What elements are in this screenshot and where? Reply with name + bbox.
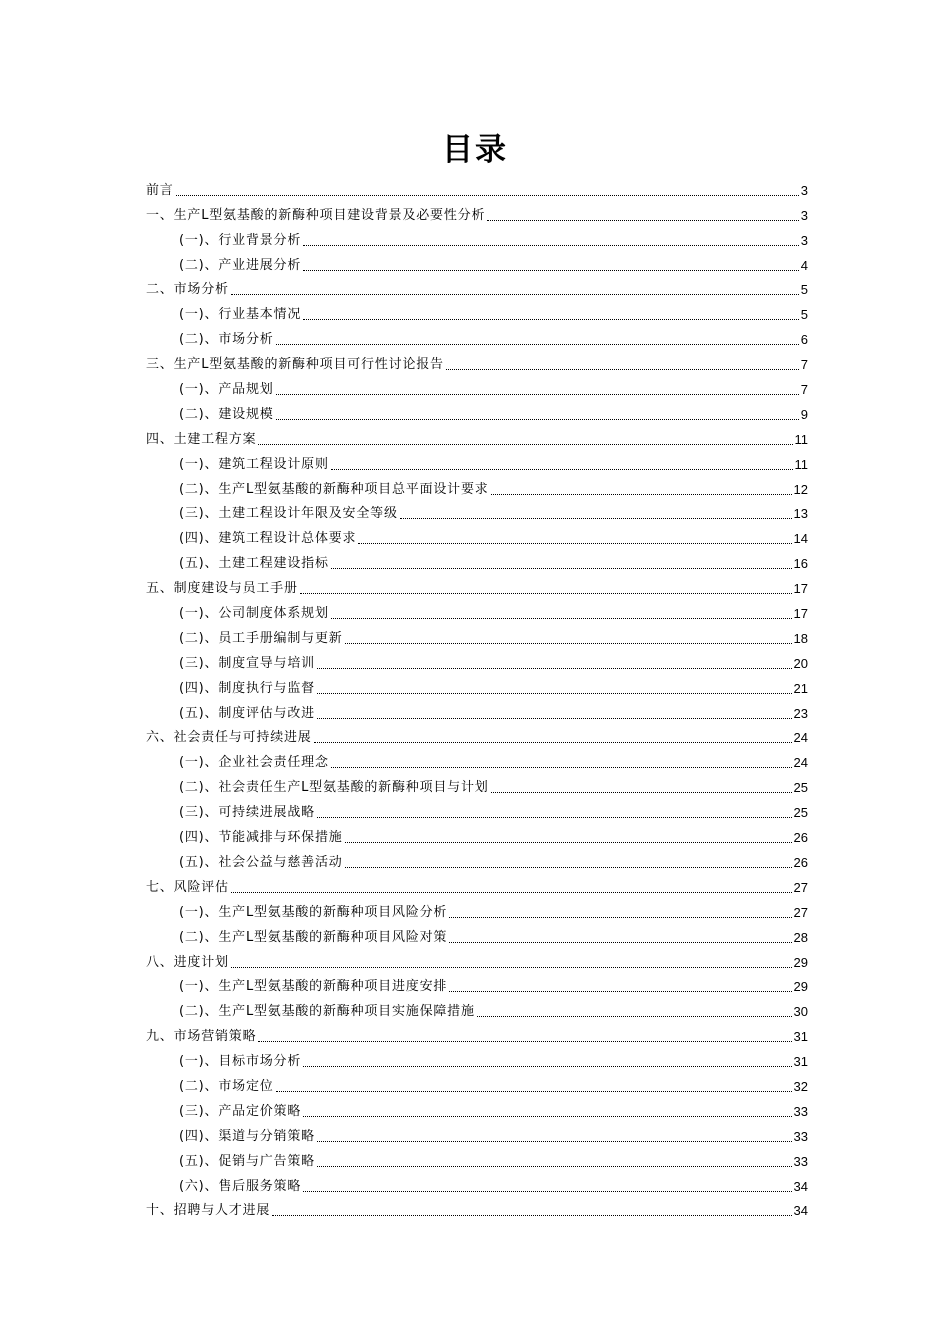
toc-entry-page-number: 27	[793, 879, 808, 895]
dot-leader	[300, 593, 792, 594]
toc-entry[interactable]	[146, 1145, 808, 1170]
toc-entry-title: 六、社会责任与可持续进展	[146, 730, 312, 746]
dot-leader	[303, 245, 799, 246]
toc-entry[interactable]	[146, 946, 808, 971]
toc-entry-page-number: 28	[793, 929, 808, 945]
toc-entry-title: 一、生产L型氨基酸的新酶种项目建设背景及必要性分析	[146, 207, 486, 223]
toc-entry-title: (三)、土建工程设计年限及安全等级	[179, 506, 398, 522]
dot-leader	[317, 693, 792, 694]
toc-entry-title: (二)、员工手册编制与更新	[179, 630, 343, 646]
toc-entry[interactable]	[146, 1045, 808, 1070]
toc-entry[interactable]	[146, 448, 808, 473]
toc-entry-page-number: 11	[794, 431, 808, 447]
dot-leader	[176, 195, 799, 196]
dot-leader	[231, 892, 792, 893]
toc-entry-title: (二)、生产L型氨基酸的新酶种项目实施保障措施	[179, 1004, 475, 1020]
dot-leader	[345, 643, 792, 644]
toc-entry-title: (三)、制度宣导与培训	[179, 655, 315, 671]
dot-leader	[231, 967, 792, 968]
toc-entry-title: (一)、生产L型氨基酸的新酶种项目风险分析	[179, 904, 448, 920]
dot-leader	[258, 1041, 791, 1042]
toc-entry-page-number: 3	[800, 207, 808, 223]
toc-entry[interactable]	[146, 572, 808, 597]
toc-entry[interactable]	[146, 348, 808, 373]
toc-entry[interactable]	[146, 746, 808, 771]
toc-entry-page-number: 24	[793, 755, 808, 771]
toc-entry-page-number: 13	[793, 506, 808, 522]
dot-leader	[317, 668, 792, 669]
toc-entry-page-number: 7	[800, 357, 808, 373]
toc-entry-page-number: 4	[800, 257, 808, 273]
toc-entry[interactable]	[146, 896, 808, 921]
toc-entry-title: 十、招聘与人才进展	[146, 1203, 271, 1219]
toc-entry-page-number: 31	[793, 1029, 808, 1045]
dot-leader	[258, 444, 792, 445]
toc-entry[interactable]	[146, 771, 808, 796]
dot-leader	[276, 1091, 792, 1092]
toc-entry-title: (六)、售后服务策略	[179, 1178, 302, 1194]
toc-entry[interactable]	[146, 846, 808, 871]
toc-entry[interactable]	[146, 796, 808, 821]
dot-leader	[446, 369, 799, 370]
toc-entry-page-number: 26	[793, 854, 808, 870]
toc-entry-page-number: 32	[793, 1078, 808, 1094]
toc-entry-title: (一)、生产L型氨基酸的新酶种项目进度安排	[179, 979, 448, 995]
toc-entry[interactable]	[146, 597, 808, 622]
toc-entry-page-number: 16	[793, 556, 808, 572]
dot-leader	[331, 767, 792, 768]
dot-leader	[449, 991, 791, 992]
page-title: 目录	[442, 132, 508, 168]
toc-entry-title: (四)、制度执行与监督	[179, 680, 315, 696]
dot-leader	[491, 494, 792, 495]
toc-entry-page-number: 26	[793, 830, 808, 846]
toc-entry[interactable]	[146, 298, 808, 323]
toc-entry-page-number: 18	[793, 630, 808, 646]
toc-entry[interactable]	[146, 249, 808, 274]
toc-entry-title: 三、生产L型氨基酸的新酶种项目可行性讨论报告	[146, 357, 444, 373]
toc-entry-title: 七、风险评估	[146, 879, 229, 895]
dot-leader	[303, 1191, 791, 1192]
toc-entry[interactable]	[146, 821, 808, 846]
toc-entry[interactable]	[146, 921, 808, 946]
dot-leader	[317, 817, 792, 818]
toc-entry-title: 八、进度计划	[146, 954, 229, 970]
toc-entry-title: (五)、社会公益与慈善活动	[179, 854, 343, 870]
toc-entry-title: (二)、建设规模	[179, 406, 274, 422]
toc-entry[interactable]	[146, 522, 808, 547]
toc-entry-title: (二)、生产L型氨基酸的新酶种项目风险对策	[179, 929, 448, 945]
toc-entry[interactable]	[146, 323, 808, 348]
toc-entry-title: (一)、公司制度体系规划	[179, 606, 329, 622]
toc-entry-title: (二)、生产L型氨基酸的新酶种项目总平面设计要求	[179, 481, 489, 497]
toc-entry-page-number: 33	[793, 1128, 808, 1144]
toc-entry-title: (五)、制度评估与改进	[179, 705, 315, 721]
dot-leader	[303, 319, 799, 320]
dot-leader	[276, 344, 799, 345]
dot-leader	[345, 842, 792, 843]
toc-entry[interactable]	[146, 224, 808, 249]
dot-leader	[345, 867, 792, 868]
toc-entry[interactable]	[146, 547, 808, 572]
toc-entry[interactable]	[146, 398, 808, 423]
toc-entry-page-number: 17	[793, 581, 808, 597]
toc-entry[interactable]	[146, 174, 808, 199]
toc-entry-page-number: 14	[793, 531, 808, 547]
toc-entry-title: 五、制度建设与员工手册	[146, 581, 298, 597]
toc-entry-page-number: 31	[793, 1054, 808, 1070]
toc-entry-page-number: 33	[793, 1103, 808, 1119]
toc-entry-page-number: 7	[800, 382, 808, 398]
dot-leader	[276, 419, 799, 420]
toc-entry-title: (一)、目标市场分析	[179, 1054, 302, 1070]
toc-entry-title: (二)、市场分析	[179, 332, 274, 348]
dot-leader	[303, 1116, 791, 1117]
toc-entry[interactable]	[146, 473, 808, 498]
toc-entry-title: 二、市场分析	[146, 282, 229, 298]
toc-entry-page-number: 5	[800, 307, 808, 323]
toc-entry[interactable]	[146, 1070, 808, 1095]
toc-entry-page-number: 9	[800, 406, 808, 422]
toc-entry-page-number: 25	[793, 780, 808, 796]
toc-entry-title: (二)、产业进展分析	[179, 257, 302, 273]
dot-leader	[358, 543, 791, 544]
toc-entry-page-number: 29	[793, 954, 808, 970]
toc-entry[interactable]	[146, 423, 808, 448]
toc-entry[interactable]	[146, 1170, 808, 1195]
dot-leader	[314, 742, 792, 743]
toc-entry-title: (二)、社会责任生产L型氨基酸的新酶种项目与计划	[179, 780, 489, 796]
toc-entry-page-number: 33	[793, 1153, 808, 1169]
toc-entry-page-number: 12	[793, 481, 808, 497]
dot-leader	[303, 270, 799, 271]
dot-leader	[272, 1215, 791, 1216]
toc-entry-page-number: 23	[793, 705, 808, 721]
toc-entry-title: (一)、企业社会责任理念	[179, 755, 329, 771]
toc-entry[interactable]	[146, 672, 808, 697]
toc-entry-page-number: 20	[793, 655, 808, 671]
toc-entry[interactable]	[146, 647, 808, 672]
toc-entry-page-number: 27	[793, 904, 808, 920]
dot-leader	[449, 942, 791, 943]
toc-entry[interactable]	[146, 498, 808, 523]
toc-entry-title: (五)、土建工程建设指标	[179, 556, 329, 572]
toc-entry-title: (四)、建筑工程设计总体要求	[179, 531, 357, 547]
dot-leader	[331, 618, 792, 619]
dot-leader	[317, 1141, 792, 1142]
toc-entry-page-number: 21	[793, 680, 808, 696]
toc-entry-title: 九、市场营销策略	[146, 1029, 257, 1045]
toc-entry-title: (二)、市场定位	[179, 1078, 274, 1094]
toc-entry[interactable]	[146, 1195, 808, 1220]
toc-entry-title: (一)、行业背景分析	[179, 232, 302, 248]
toc-entry[interactable]	[146, 971, 808, 996]
toc-entry[interactable]	[146, 1020, 808, 1045]
toc-entry-title: (一)、产品规划	[179, 382, 274, 398]
dot-leader	[276, 394, 799, 395]
table-of-contents	[146, 174, 808, 1219]
toc-entry-title: (四)、渠道与分销策略	[179, 1128, 315, 1144]
toc-entry[interactable]	[146, 697, 808, 722]
toc-entry[interactable]	[146, 274, 808, 299]
toc-entry-title: (一)、行业基本情况	[179, 307, 302, 323]
dot-leader	[317, 718, 792, 719]
toc-entry[interactable]	[146, 871, 808, 896]
toc-entry-title: (四)、节能减排与环保措施	[179, 830, 343, 846]
toc-entry-title: 前言	[146, 182, 174, 198]
dot-leader	[317, 1166, 792, 1167]
toc-entry-title: (三)、可持续进展战略	[179, 805, 315, 821]
toc-entry-page-number: 3	[800, 182, 808, 198]
dot-leader	[231, 294, 799, 295]
dot-leader	[400, 518, 792, 519]
toc-entry-title: (五)、促销与广告策略	[179, 1153, 315, 1169]
toc-entry-page-number: 5	[800, 282, 808, 298]
dot-leader	[491, 792, 792, 793]
toc-entry[interactable]	[146, 622, 808, 647]
toc-entry-page-number: 17	[793, 606, 808, 622]
toc-entry[interactable]	[146, 199, 808, 224]
dot-leader	[331, 469, 793, 470]
dot-leader	[477, 1016, 792, 1017]
toc-entry[interactable]	[146, 1095, 808, 1120]
toc-entry-page-number: 6	[800, 332, 808, 348]
toc-entry-page-number: 34	[793, 1203, 808, 1219]
toc-entry[interactable]	[146, 1120, 808, 1145]
dot-leader	[487, 220, 799, 221]
dot-leader	[303, 1066, 791, 1067]
toc-entry-page-number: 30	[793, 1004, 808, 1020]
toc-entry-page-number: 25	[793, 805, 808, 821]
toc-entry-page-number: 3	[800, 232, 808, 248]
toc-entry-page-number: 11	[794, 456, 808, 472]
toc-entry-title: 四、土建工程方案	[146, 431, 257, 447]
toc-entry-title: (三)、产品定价策略	[179, 1103, 302, 1119]
dot-leader	[449, 917, 791, 918]
toc-entry-page-number: 29	[793, 979, 808, 995]
toc-entry-page-number: 34	[793, 1178, 808, 1194]
dot-leader	[331, 568, 792, 569]
toc-entry-page-number: 24	[793, 730, 808, 746]
toc-entry[interactable]	[146, 995, 808, 1020]
toc-entry-title: (一)、建筑工程设计原则	[179, 456, 329, 472]
toc-entry[interactable]	[146, 722, 808, 747]
toc-entry[interactable]	[146, 373, 808, 398]
